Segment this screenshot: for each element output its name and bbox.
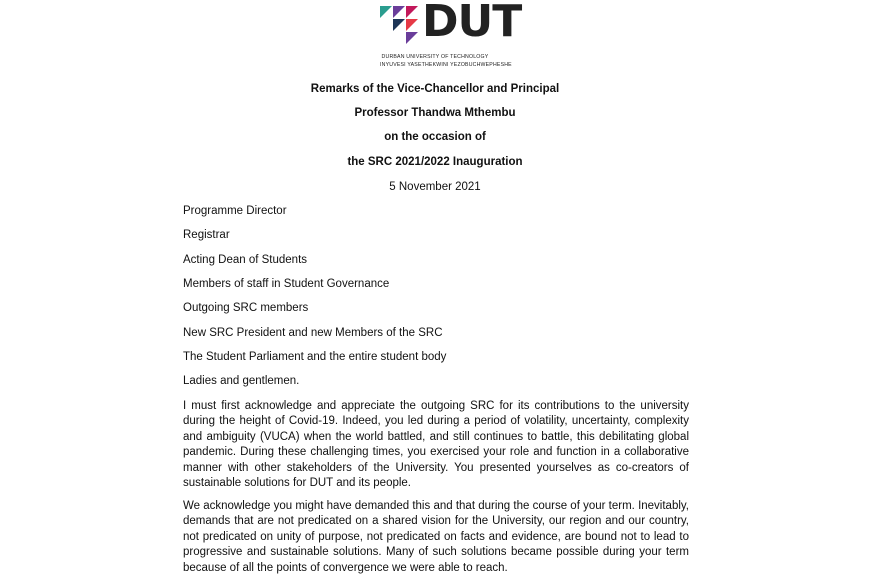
- logo-triangles-icon: [380, 6, 420, 46]
- document-date: 5 November 2021: [389, 181, 481, 193]
- logo-subtitle-english: DURBAN UNIVERSITY OF TECHNOLOGY: [381, 54, 489, 60]
- title-line-2: Professor Thandwa Mthembu: [354, 107, 516, 119]
- body-paragraph: We acknowledge you might have demanded this and that during the course of your term. Inevitably, demands that are not predicated on a shared vision for the University, our region and our country, not predicated on unity of purpose, not predicated on facts and evidence, are bound not to lead to progressive and sustainable solutions. Many of such solutions became possible during your term because of all the points of convergence we were able to reach.: [183, 500, 689, 574]
- dut-logo: [380, 0, 522, 74]
- title-line-4: the SRC 2021/2022 Inauguration: [347, 156, 523, 168]
- logo-wordmark: DUT: [422, 0, 522, 47]
- salutation-line: Registrar: [183, 229, 230, 241]
- title-line-1: Remarks of the Vice-Chancellor and Principal: [310, 83, 560, 95]
- salutation-line: Programme Director: [183, 205, 287, 217]
- salutation-line: Acting Dean of Students: [183, 254, 308, 266]
- salutation-line: The Student Parliament and the entire student body: [183, 351, 447, 363]
- salutation-line: Outgoing SRC members: [183, 302, 309, 314]
- salutation-line: Ladies and gentlemen.: [183, 375, 300, 387]
- title-line-3: on the occasion of: [384, 131, 486, 143]
- salutation-line: New SRC President and new Members of the SRC: [183, 327, 443, 339]
- logo-subtitle-zulu: INYUVESI YASETHEKWINI YEZOBUCHWEPHESHE: [380, 62, 512, 68]
- body-paragraph: I must first acknowledge and appreciate the outgoing SRC for its contributions to the university during the height of Covid-19. Indeed, you led during a period of volatility, uncertainty, complexity and ambiguity (VUCA) when the world battled, and still continues to battle, this debilitating global pandemic. During these challenging times, you exercised your role and function in a collaborative manner with other stakeholders of the University. You presented yourselves as co-creators of sustainable solutions for DUT and its people.: [183, 400, 689, 490]
- salutation-line: Members of staff in Student Governance: [183, 278, 390, 290]
